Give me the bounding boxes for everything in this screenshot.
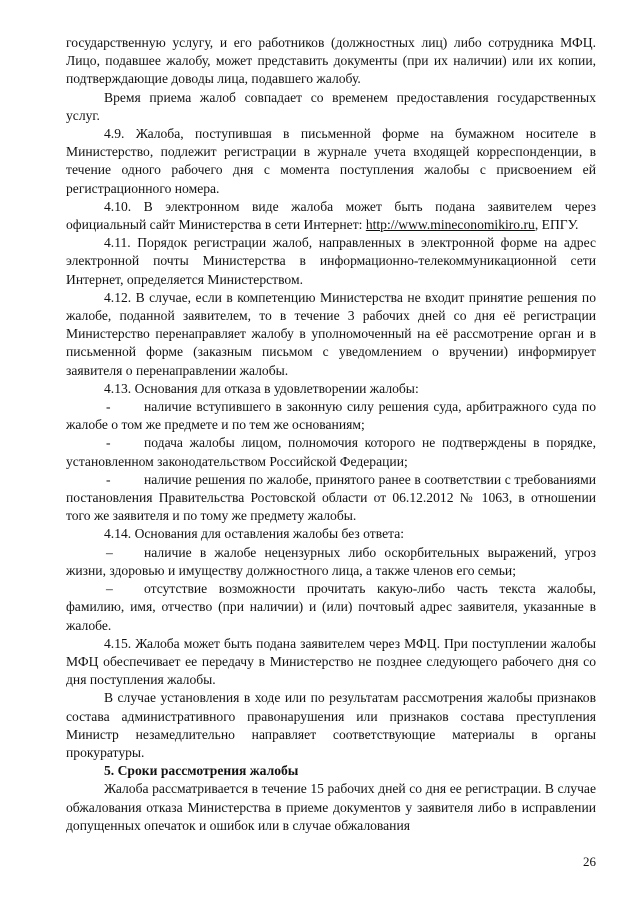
list-item-text: наличие вступившего в законную силу решения суда, арбитражного суда по жалобе о том же предмете и по тем же основаниям; [66,399,596,433]
ministry-website-link[interactable]: http://www.mineconomikiro.ru [365,217,535,233]
dash-marker: – [106,544,113,560]
dash-marker: - [106,435,111,451]
paragraph-4-10-tail: , ЕПГУ. [534,217,579,233]
list-item [66,471,596,526]
section-heading: 5. Сроки рассмотрения жалобы [104,763,299,779]
paragraph-4-14: 4.14. Основания для оставления жалобы без ответа: [104,526,405,542]
paragraph-4-13: 4.13. Основания для отказа в удовлетворении жалобы: [104,380,419,396]
paragraph-4-9: 4.9. Жалоба, поступившая в письменной форме на бумажном носителе в Министерство, подлежит регистрации в журнале учета входящей корреспонденции, в течение одного рабочего дня с момента поступления жалобы с присвоением ей регистрационного номера. [66,126,596,196]
list-item-text: наличие решения по жалобе, принятого ранее в соответствии с требованиями постановления Правительства Ростовской области от 06.12.2012 № 1063, в отношении того же заявителя и по тому же предмету жалобы. [66,471,596,524]
paragraph-reception-time: Время приема жалоб совпадает со временем предоставления государственных услуг. [66,89,596,123]
dash-marker: – [106,581,113,597]
list-item [66,398,596,434]
body-text [66,34,596,835]
dash-marker: - [106,471,111,487]
list-item-text: отсутствие возможности прочитать какую-либо часть текста жалобы, фамилию, имя, отчество (при наличии) и (или) почтовый адрес заявителя, указанные в жалобе. [66,581,596,633]
list-item [66,544,596,580]
paragraph-4-12: 4.12. В случае, если в компетенцию Министерства не входит принятие решения по жалобе, поданной заявителем, то в течение 3 рабочих дней со дня её регистрации Министерство перенаправляет жалобу в уполномоченный на её рассмотрение орган и в письменной форме (заказным письмом с уведомлением о вручении) информирует заявителя о перенаправлении жалобы. [66,289,596,378]
list-item-text: наличие в жалобе нецензурных либо оскорбительных выражений, угроз жизни, здоровью и имуществу должностного лица, а также членов его семьи; [66,544,596,578]
paragraph-prosecution: В случае установления в ходе или по результатам рассмотрения жалобы признаков состава административного правонарушения или признаков состава преступления Министр незамедлительно направляет соответствующие материалы в органы прокуратуры. [66,690,596,760]
list-item [66,580,596,635]
list-item-text: подача жалобы лицом, полномочия которого не подтверждены в порядке, установленном законодательством Российской Федерации; [66,435,596,469]
paragraph-review-period: Жалоба рассматривается в течение 15 рабочих дней со дня ее регистрации. В случае обжалования отказа Министерства в приеме документов у заявителя либо в исправлении допущенных опечаток и ошибок или в случае обжалования [66,781,596,833]
paragraph-4-10-text: 4.10. В электронном виде жалоба может быть подана заявителем через официальный сайт Министерства в сети Интернет: [66,198,596,233]
paragraph-4-11: 4.11. Порядок регистрации жалоб, направленных в электронной форме на адрес электронной почты Министерства в информационно-телекоммуникационной сети Интернет, определяется Министерством. [66,235,596,287]
list-item [66,434,596,470]
paragraph-continuation: государственную услугу, и его работников (должностных лиц) либо сотрудника МФЦ. Лицо, подавшее жалобу, может представить документы (при их наличии) или их копии, подтверждающие доводы лица, подавшего жалобу. [66,35,596,87]
paragraph-4-10 [66,198,596,234]
page-number: 26 [583,854,596,869]
paragraph-4-15: 4.15. Жалоба может быть подана заявителем через МФЦ. При поступлении жалобы МФЦ обеспечивает ее передачу в Министерство не позднее следующего рабочего дня со дня поступления жалобы. [66,635,596,688]
dash-marker: - [106,399,111,415]
